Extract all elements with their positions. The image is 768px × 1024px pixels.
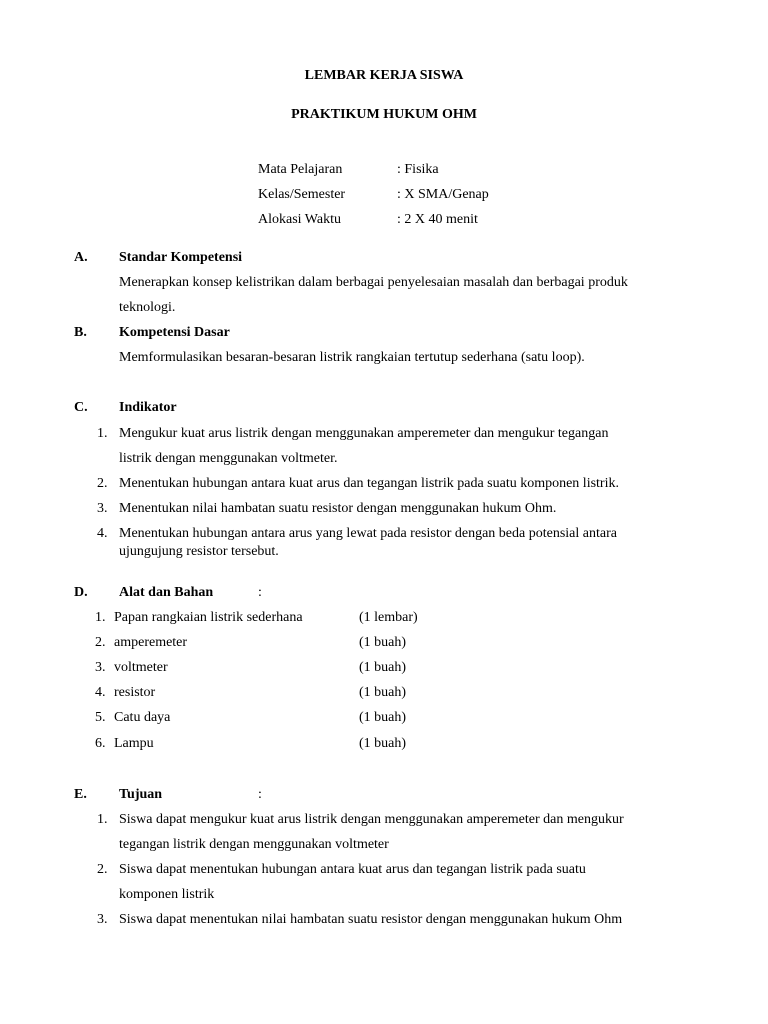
section-heading: Standar Kompetensi [119,250,243,265]
list-item-number: 1. [95,610,106,625]
list-item-number: 1. [97,812,108,827]
section-letter: D. [74,585,88,600]
equipment-quantity: (1 lembar) [359,610,418,625]
list-item-number: 5. [95,710,106,725]
equipment-quantity: (1 buah) [359,685,407,700]
section-heading-colon: : [258,585,262,600]
equipment-name: Papan rangkaian listrik sederhana [114,610,303,625]
section-text-line: Memformulasikan besaran-besaran listrik rangkaian tertutup sederhana (satu loop). [119,350,585,365]
info-label-time: Alokasi Waktu [258,212,341,227]
equipment-name: Lampu [114,736,154,751]
equipment-quantity: (1 buah) [359,660,407,675]
info-label-subject: Mata Pelajaran [258,162,343,177]
info-value-subject: : Fisika [397,162,439,177]
equipment-name: Catu daya [114,710,171,725]
list-item-text: ujungujung resistor tersebut. [119,544,279,559]
list-item-number: 3. [95,660,106,675]
section-heading: Tujuan [119,787,163,802]
equipment-name: voltmeter [114,660,168,675]
list-item-text: Menentukan hubungan antara kuat arus dan tegangan listrik pada suatu komponen listrik. [119,476,619,491]
list-item-text: listrik dengan menggunakan voltmeter. [119,451,338,466]
info-value-time: : 2 X 40 menit [397,212,478,227]
list-item-number: 3. [97,912,108,927]
document-title: LEMBAR KERJA SISWA [304,68,464,83]
info-label-class: Kelas/Semester [258,187,346,202]
equipment-quantity: (1 buah) [359,635,407,650]
list-item-text: Siswa dapat mengukur kuat arus listrik dengan menggunakan amperemeter dan mengukur [119,812,624,827]
document-subtitle: PRAKTIKUM HUKUM OHM [291,107,477,122]
list-item-number: 2. [95,635,106,650]
list-item-text: Siswa dapat menentukan nilai hambatan suatu resistor dengan menggunakan hukum Ohm [119,912,623,927]
section-heading: Alat dan Bahan [119,585,214,600]
list-item-number: 1. [97,426,108,441]
equipment-quantity: (1 buah) [359,736,407,751]
section-heading: Indikator [119,400,177,415]
section-text-line: teknologi. [119,300,176,315]
list-item-number: 6. [95,736,106,751]
section-heading: Kompetensi Dasar [119,325,230,340]
section-letter: B. [74,325,87,340]
section-text-line: Menerapkan konsep kelistrikan dalam berbagai penyelesaian masalah dan berbagai produk [119,275,628,290]
list-item-number: 2. [97,476,108,491]
section-letter: A. [74,250,88,265]
list-item-number: 4. [97,526,108,541]
info-value-class: : X SMA/Genap [397,187,489,202]
list-item-text: komponen listrik [119,887,215,902]
list-item-text: tegangan listrik dengan menggunakan voltmeter [119,837,389,852]
list-item-text: Menentukan nilai hambatan suatu resistor dengan menggunakan hukum Ohm. [119,501,557,516]
list-item-text: Menentukan hubungan antara arus yang lewat pada resistor dengan beda potensial antara [119,526,617,541]
list-item-number: 4. [95,685,106,700]
list-item-text: Mengukur kuat arus listrik dengan menggunakan amperemeter dan mengukur tegangan [119,426,609,441]
section-letter: C. [74,400,88,415]
list-item-number: 3. [97,501,108,516]
section-heading-colon: : [258,787,262,802]
equipment-name: amperemeter [114,635,188,650]
list-item-text: Siswa dapat menentukan hubungan antara kuat arus dan tegangan listrik pada suatu [119,862,586,877]
list-item-number: 2. [97,862,108,877]
equipment-quantity: (1 buah) [359,710,407,725]
equipment-name: resistor [114,685,156,700]
section-letter: E. [74,787,87,802]
